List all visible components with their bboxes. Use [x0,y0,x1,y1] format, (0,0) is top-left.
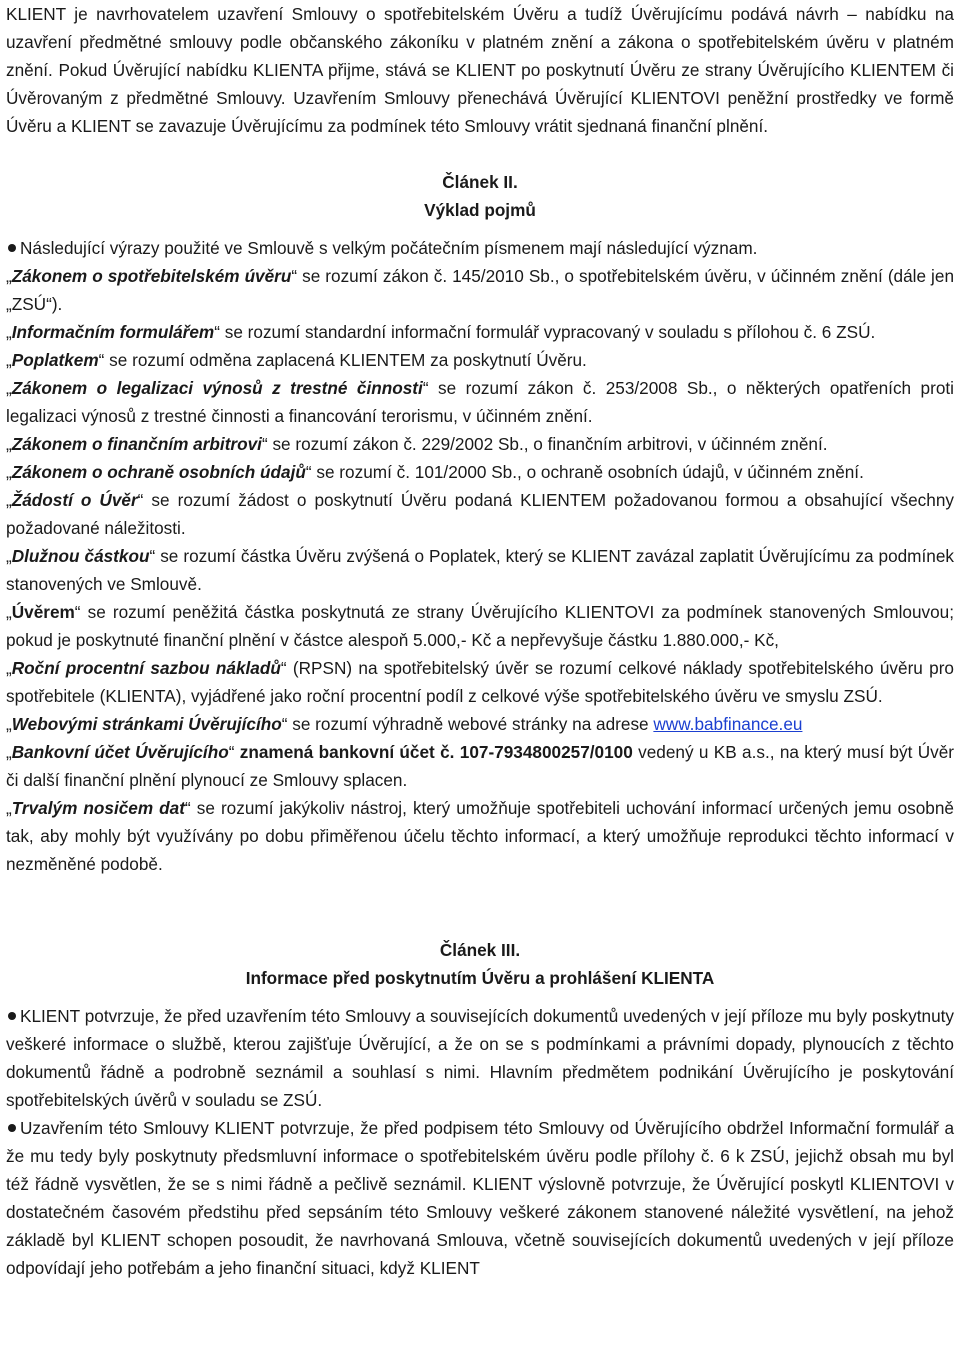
definition-item [6,794,954,878]
definition-text: se rozumí č. 101/2000 Sb., o ochraně osobních údajů, v účinném znění. [311,462,864,482]
quote-close: “ [281,714,288,734]
definition-term: Úvěrem [11,602,75,622]
definitions-list [6,262,954,878]
definition-term: Zákonem o ochraně osobních údajů [11,462,306,482]
definition-term: Informačním formulářem [11,322,215,342]
definition-text: vedený u KB a.s., na který musí být Úvěr či další finanční plnění plynoucí ze Smlouvy splacen. [6,742,954,790]
definition-term: Roční procentní sazbou nákladů [11,658,281,678]
quote-close: “ [137,490,144,510]
bullet-icon [6,241,20,255]
bullet-icon [6,1009,20,1023]
definition-term: Zákonem o finančním arbitrovi [11,434,262,454]
definition-item [6,262,954,318]
quote-close: “ [280,658,287,678]
quote-open: „ [6,798,12,818]
definition-text: se rozumí odměna zaplacená KLIENTEM za poskytnutí Úvěru. [104,350,587,370]
definition-term: Webovými stránkami Úvěrujícího [11,714,282,734]
quote-close: “ [422,378,429,398]
quote-open: „ [6,658,12,678]
quote-close: “ [228,742,235,762]
definition-item [6,430,954,458]
definition-item [6,598,954,654]
quote-close: “ [291,266,298,286]
article-2-lead-text: Následující výrazy použité ve Smlouvě s velkým počátečním písmenem mají následující význam. [20,238,758,258]
article-3-number: Článek III. [439,940,521,960]
definition-item [6,486,954,542]
definition-text: se rozumí jakýkoliv nástroj, který umožňuje spotřebiteli uchování informací určených jemu osobně tak, aby mohly být využívány po dobu přiměřenou účelu těchto informací, a který umožňuje reprodukci těchto informací v nezměněné podobě. [6,798,954,874]
definition-bold-text: znamená bankovní účet č. 107-7934800257/0100 [234,742,633,762]
article-3-paragraph-2 [6,1114,954,1282]
bullet-icon [6,1121,20,1135]
quote-close: “ [184,798,191,818]
definition-term: Zákonem o legalizaci výnosů z trestné činnosti [11,378,423,398]
article-2-number: Článek II. [442,172,518,192]
quote-open: „ [6,742,12,762]
article-3-title: Informace před poskytnutím Úvěru a prohlášení KLIENTA [245,968,715,988]
quote-close: “ [214,322,220,342]
quote-open: „ [6,714,12,734]
definition-item [6,654,954,710]
article-2-title: Výklad pojmů [424,200,536,220]
definition-item [6,738,954,794]
quote-open: „ [6,602,12,622]
quote-open: „ [6,322,12,342]
definition-text: se rozumí žádost o poskytnutí Úvěru podaná KLIENTEM požadovanou formou a obsahující všechny požadované náležitosti. [6,490,954,538]
quote-open: „ [6,378,12,398]
definition-term: Zákonem o spotřebitelském úvěru [11,266,292,286]
intro-sentence-3: Uzavřením Smlouvy přenechává Úvěrující KLIENTOVI peněžní prostředky ve formě Úvěru a KLIENT se zavazuje Úvěrujícímu za podmínek této Smlouvy vrátit sjednaná finanční plnění. [6,88,954,136]
quote-open: „ [6,546,12,566]
website-link[interactable]: www.babfinance.eu [653,714,803,734]
intro-sentence-1: KLIENT je navrhovatelem uzavření Smlouvy o spotřebitelském Úvěru a tudíž Úvěrujícímu podává návrh – nabídku na uzavření předmětné smlouvy podle občanského zákoníku v platném znění a zákona o spotřebitelském úvěru v platném znění. [6,4,954,80]
quote-open: „ [6,490,12,510]
intro-sentence-2: Pokud Úvěrující nabídku KLIENTA přijme, stává se KLIENT po poskytnutí Úvěru ze strany Úvěrujícího KLIENTEM či Úvěrovaným z předmětné Smlouvy. [6,60,954,108]
definition-item [6,374,954,430]
definition-text: se rozumí standardní informační formulář vypracovaný v souladu s přílohou č. 6 ZSÚ. [219,322,876,342]
definition-text: se rozumí zákon č. 229/2002 Sb., o finančním arbitrovi, v účinném znění. [267,434,828,454]
quote-close: “ [261,434,268,454]
quote-close: “ [305,462,312,482]
article-3-paragraph-2-text: Uzavřením této Smlouvy KLIENT potvrzuje, že před podpisem této Smlouvy od Úvěrujícího obdržel Informační formulář a že mu tedy byly poskytnuty předsmluvní informace o spotřebitelském úvěru podle přílohy č. 6 k ZSÚ, jejichž obsah mu byl též řádně vysvětlen, že se s nimi řádně a pečlivě seznámil. KLIENT výslovně potvrzuje, že Úvěrující poskytl KLIENTOVI v dostatečném časovém předstihu před sepsáním této Smlouvy veškeré zákonem stanovené náležité vysvětlení, na jehož základě byl KLIENT schopen posoudit, že navrhovaná Smlouva, včetně souvisejících dokumentů uvedených v její příloze odpovídají jeho potřebám a jeho finanční situaci, když KLIENT [6,1118,954,1278]
definition-text: se rozumí zákon č. 145/2010 Sb., o spotřebitelském úvěru, v účinném znění (dále jen „ZSÚ“). [6,266,954,314]
definition-item [6,542,954,598]
article-3-paragraph-1 [6,1002,954,1114]
quote-open: „ [6,434,12,454]
article-2-lead [6,234,954,262]
definition-term: Dlužnou částkou [11,546,150,566]
definition-text: se rozumí peněžitá částka poskytnutá ze strany Úvěrujícího KLIENTOVI za podmínek stanovených Smlouvou; pokud je poskytnuté finanční plnění v částce alespoň 5.000,- Kč a nepřevyšuje částku 1.880.000,- Kč, [6,602,954,650]
definition-text: se rozumí částka Úvěru zvýšená o Poplatek, který se KLIENT zavázal zaplatit Úvěrujícímu za podmínek stanovených ve Smlouvě. [6,546,954,594]
definition-term: Žádostí o Úvěr [11,490,138,510]
quote-close: “ [149,546,156,566]
article-3-paragraph-1-text: KLIENT potvrzuje, že před uzavřením této Smlouvy a souvisejících dokumentů uvedených v její příloze mu byly poskytnuty veškeré informace o službě, kterou zajišťuje Úvěrující, a že on se s podmínkami a právními dopady, plynoucích z těchto dokumentů řádně a podrobně seznámil a souhlasí s nimi. Hlavním předmětem podnikání Úvěrujícího je poskytování spotřebitelských úvěrů v souladu se ZSÚ. [6,1006,954,1110]
definition-item [6,710,954,738]
quote-close: “ [74,602,81,622]
definition-item [6,318,954,346]
quote-open: „ [6,350,12,370]
definition-term: Poplatkem [11,350,99,370]
intro-paragraph [6,0,954,140]
definition-term: Bankovní účet Úvěrujícího [11,742,229,762]
definition-text: se rozumí zákon č. 253/2008 Sb., o některých opatřeních proti legalizaci výnosů z trestné činnosti a financování terorismu, v účinném znění. [6,378,954,426]
quote-open: „ [6,462,12,482]
definition-term: Trvalým nosičem dat [11,798,185,818]
definition-text: (RPSN) na spotřebitelský úvěr se rozumí celkové náklady spotřebitelského úvěru pro spotřebitele (KLIENTA), vyjádřené jako roční procentní podíl z celkové výše spotřebitelského úvěru ve smyslu ZSÚ. [6,658,954,706]
definition-item [6,458,954,486]
quote-open: „ [6,266,12,286]
quote-close: “ [98,350,105,370]
definition-item [6,346,954,374]
definition-text: se rozumí výhradně webové stránky na adrese [287,714,654,734]
